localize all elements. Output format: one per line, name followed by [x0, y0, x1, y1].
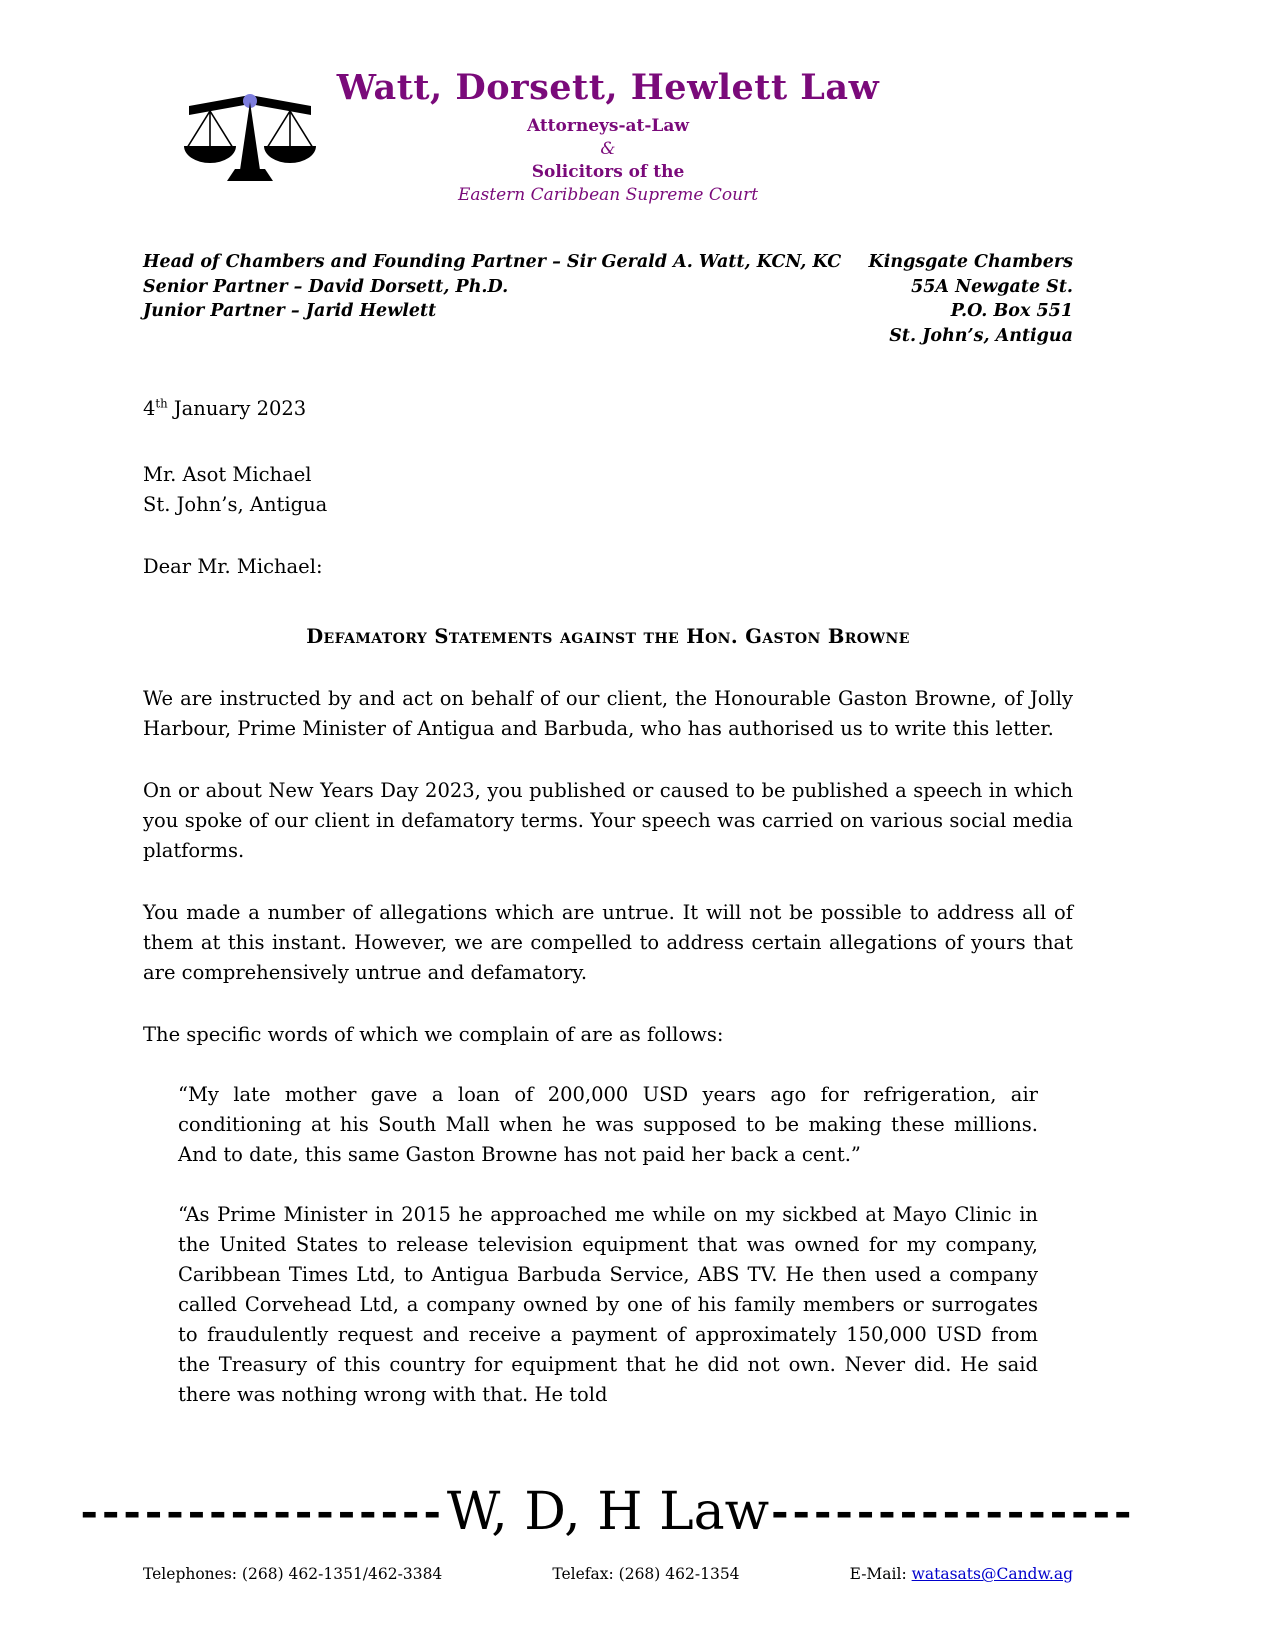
- address-line: 55A Newgate St.: [911, 276, 1073, 297]
- solicitors-line: Solicitors of the: [531, 162, 685, 182]
- partner-line: Head of Chambers and Founding Partner – Sir Gerald A. Watt, KCN, KC: [143, 252, 842, 272]
- attorneys-line: Attorneys-at-Law: [526, 116, 690, 136]
- partners-address-row: [143, 250, 1073, 348]
- recipient-block: [143, 460, 1073, 520]
- ampersand: &: [600, 139, 616, 159]
- date-ordinal-suffix: th: [155, 396, 168, 411]
- email-line: [850, 1564, 1073, 1584]
- chambers-address: [868, 250, 1073, 348]
- subject-line: Defamatory Statements against the Hon. Gaston Browne: [306, 625, 910, 648]
- recipient-place: St. John’s, Antigua: [143, 493, 328, 516]
- quoted-statement: “As Prime Minister in 2015 he approached me while on my sickbed at Mayo Clinic in the United States to release television equipment that was owned for my company, Caribbean Times Ltd, to Antigua Barbuda Service, ABS TV. He then used a company called Corvehead Ltd, a company owned by one of his family members or surrogates to fraudulently request and receive a payment of approximately 150,000 USD from the Treasury of this country for equipment that he did not own. Never did. He said there was nothing wrong with that. He told: [178, 1203, 1038, 1406]
- email-label: E-Mail:: [849, 1565, 912, 1583]
- body-paragraph: The specific words of which we complain of are as follows:: [143, 1023, 724, 1046]
- letter-body: [143, 394, 1073, 1410]
- email-link[interactable]: watasats@Candw.ag: [911, 1565, 1073, 1583]
- scales-of-justice-icon: [179, 84, 321, 188]
- divider-dashes-right: -----------------: [771, 1487, 1136, 1536]
- firm-name: Watt, Dorsett, Hewlett Law: [336, 67, 880, 108]
- divider-label: W, D, H Law: [446, 1482, 770, 1542]
- date-line: [143, 394, 1073, 424]
- partner-line: Junior Partner – Jarid Hewlett: [143, 301, 437, 321]
- recipient-name: Mr. Asot Michael: [143, 463, 312, 486]
- telephones: Telephones: (268) 462-1351/462-3384: [143, 1565, 443, 1583]
- page-footer: [80, 1482, 1136, 1584]
- date-day: 4: [143, 397, 156, 420]
- footer-divider: [80, 1482, 1136, 1542]
- quoted-statement: “My late mother gave a loan of 200,000 USD years ago for refrigeration, air conditioning at his South Mall when he was supposed to be making these millions. And to date, this same Gaston Browne has not paid her back a cent.”: [178, 1083, 1038, 1166]
- date-rest: January 2023: [167, 397, 307, 420]
- body-paragraph: You made a number of allegations which are untrue. It will not be possible to address all of them at this instant. However, we are compelled to address certain allegations of yours that are comprehensively untrue and defamatory.: [143, 901, 1073, 984]
- body-paragraph: We are instructed by and act on behalf of our client, the Honourable Gaston Browne, of Jolly Harbour, Prime Minister of Antigua and Barbuda, who has authorised us to write this letter.: [143, 687, 1073, 740]
- partner-line: Senior Partner – David Dorsett, Ph.D.: [143, 276, 509, 297]
- contact-row: [143, 1564, 1073, 1584]
- telefax: Telefax: (268) 462-1354: [552, 1565, 740, 1583]
- salutation: Dear Mr. Michael:: [143, 555, 323, 578]
- body-paragraph: On or about New Years Day 2023, you published or caused to be published a speech in which you spoke of our client in defamatory terms. Your speech was carried on various social media platforms.: [143, 779, 1073, 862]
- partners-list: [143, 250, 841, 348]
- address-line: P.O. Box 551: [950, 301, 1073, 321]
- court-line: Eastern Caribbean Supreme Court: [457, 185, 759, 205]
- letterhead: [143, 67, 1073, 220]
- address-line: Kingsgate Chambers: [868, 252, 1073, 272]
- address-line: St. John’s, Antigua: [889, 325, 1073, 346]
- divider-dashes-left: -----------------: [80, 1487, 445, 1536]
